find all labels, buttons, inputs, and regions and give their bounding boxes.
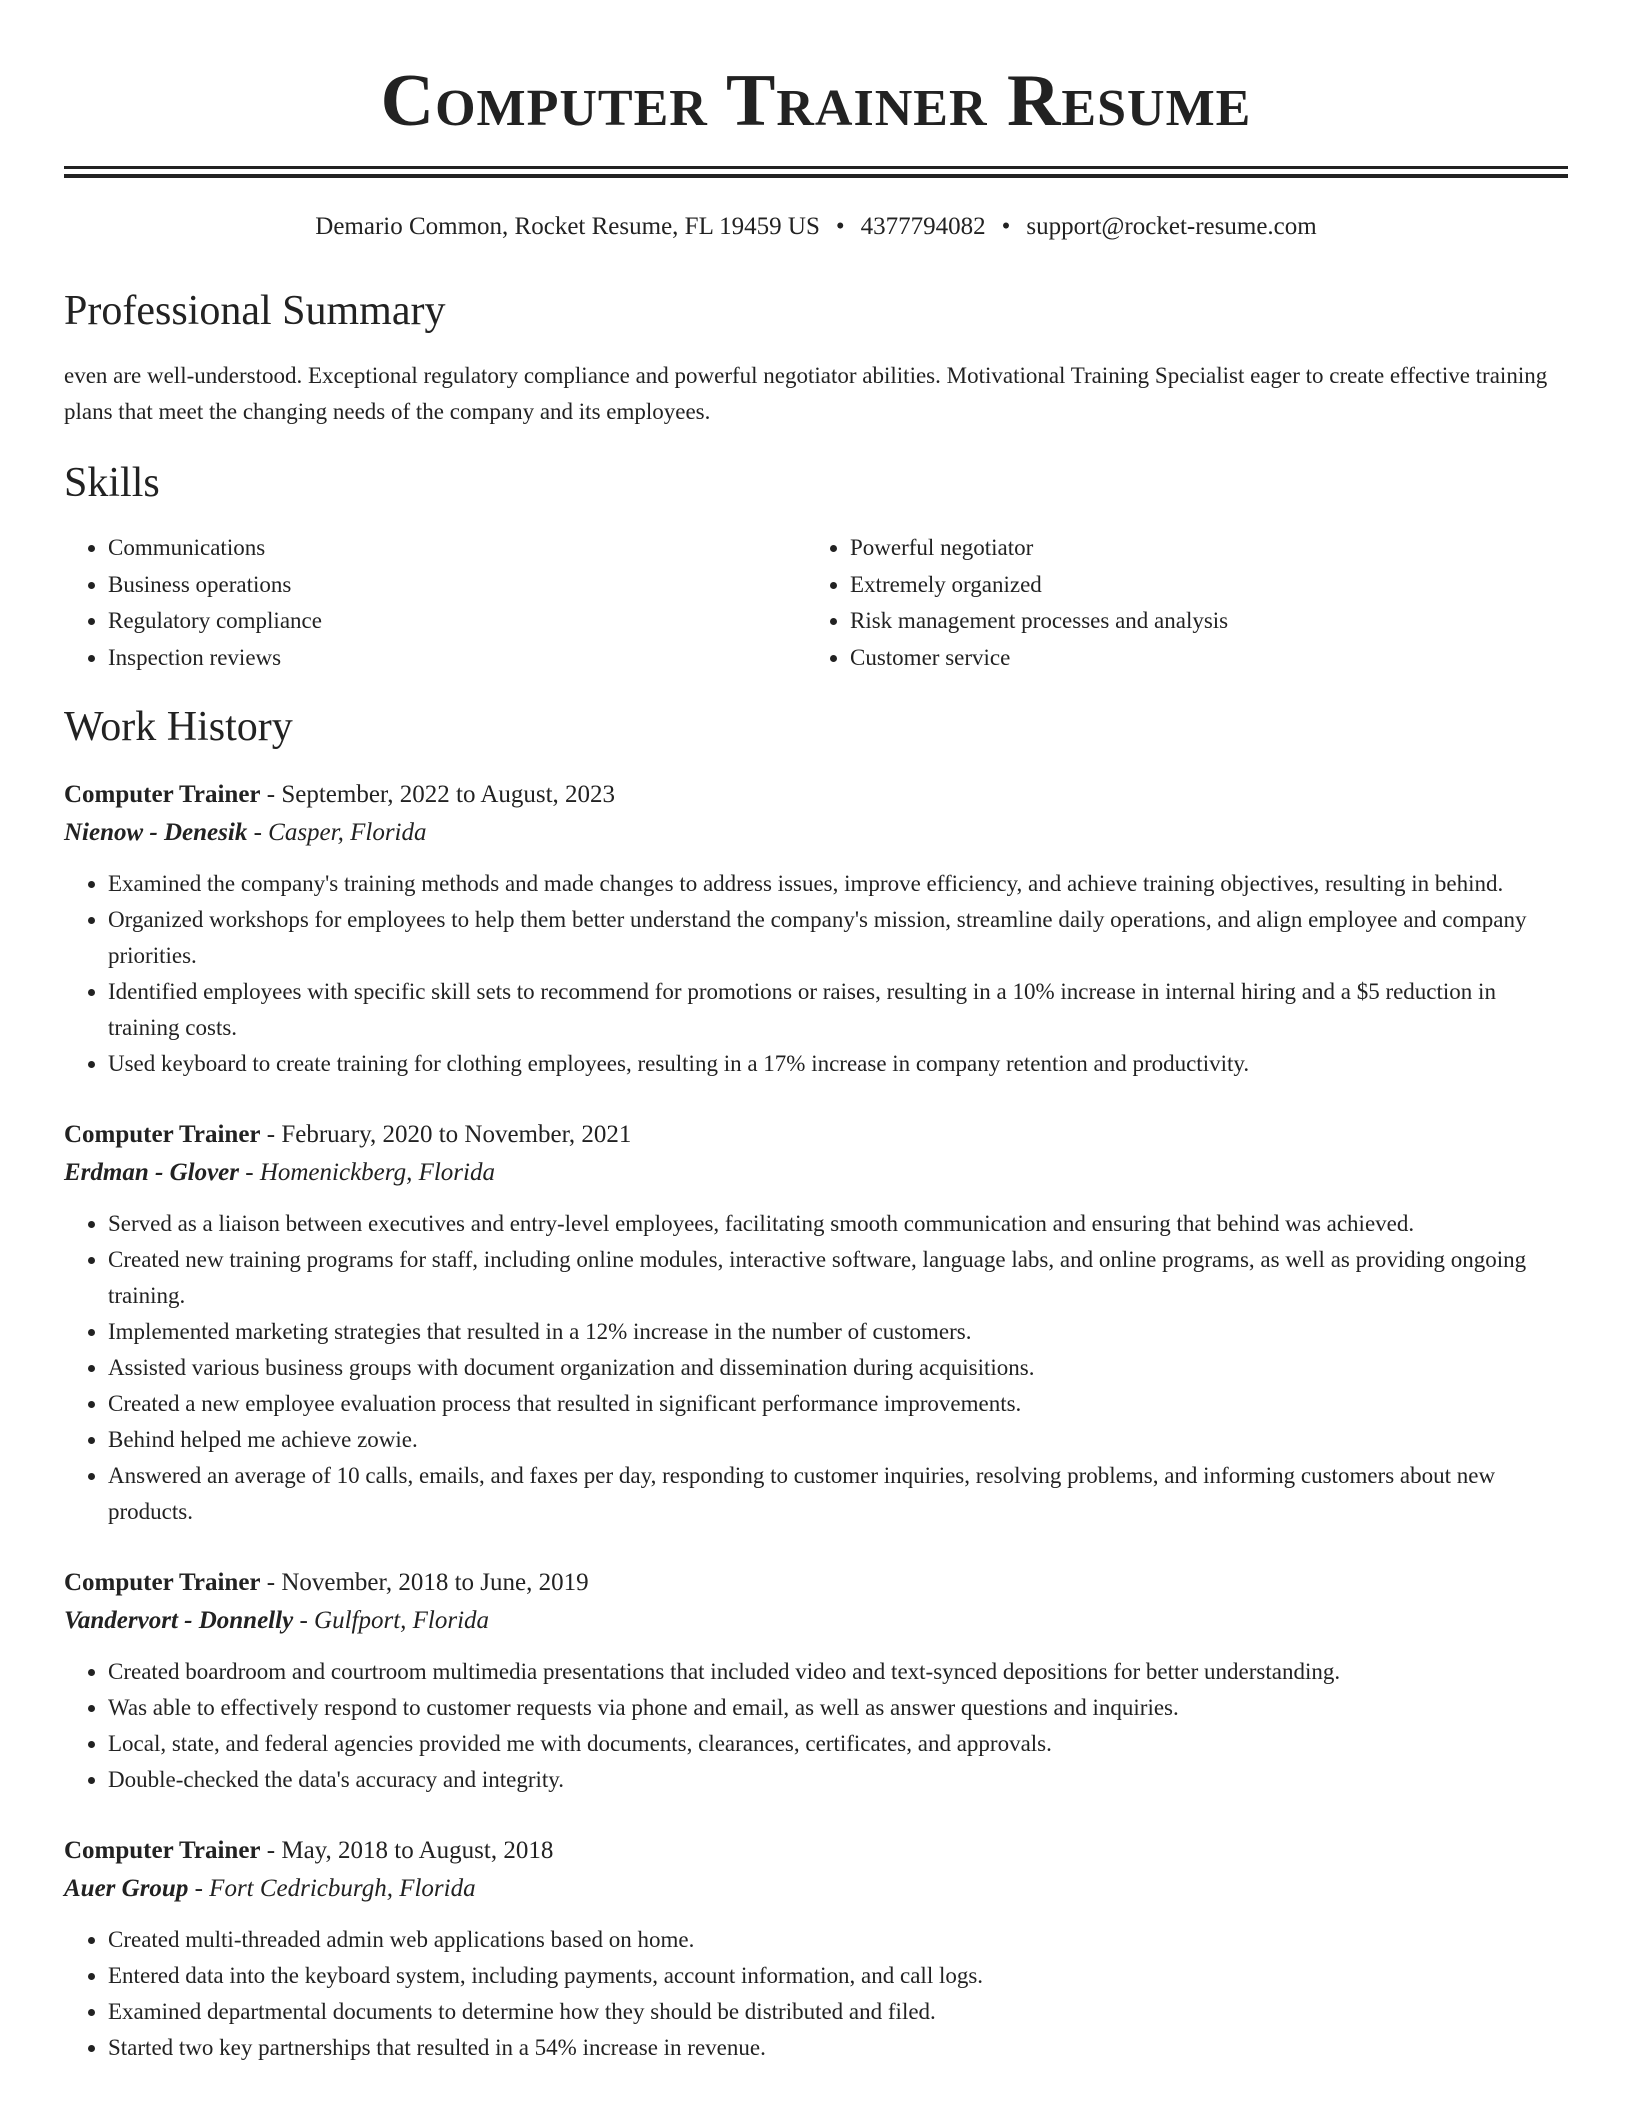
duty-item: • Served as a liaison between executives and entry-level employees, facilitating smooth communication and ensuring that behind was achieved.: [108, 1206, 1568, 1242]
skill-item: • Regulatory compliance: [108, 603, 806, 640]
duty-item: • Started two key partnerships that resulted in a 54% increase in revenue.: [108, 2030, 1568, 2066]
job-title: Computer Trainer: [64, 1569, 261, 1596]
job-location: - Casper, Florida: [247, 819, 427, 846]
job-entry: [64, 1564, 1568, 1798]
work-history-heading: Work History: [64, 704, 293, 750]
duty-item: • Used keyboard to create training for clothing employees, resulting in a 17% increase in company retention and productivity.: [108, 1046, 1568, 1082]
job-company-line: [64, 1154, 1568, 1192]
job-title-line: [64, 776, 1568, 814]
duty-item: • Entered data into the keyboard system, including payments, account information, and call logs.: [108, 1958, 1568, 1994]
job-company: Vandervort - Donnelly: [64, 1607, 294, 1634]
duty-item: • Implemented marketing strategies that resulted in a 12% increase in the number of customers.: [108, 1314, 1568, 1350]
duty-item: • Identified employees with specific skill sets to recommend for promotions or raises, resulting in a 10% increase in internal hiring and a $5 reduction in training costs.: [108, 974, 1568, 1046]
skills-column-right: [806, 530, 1548, 676]
job-dates: - February, 2020 to November, 2021: [260, 1121, 632, 1148]
job-title-line: [64, 1564, 1568, 1602]
contact-address: Demario Common, Rocket Resume, FL 19459 US: [315, 213, 820, 240]
duty-item: • Created new training programs for staff, including online modules, interactive software, language labs, and online programs, as well as providing ongoing training.: [108, 1242, 1568, 1314]
job-title: Computer Trainer: [64, 1837, 261, 1864]
job-title: Computer Trainer: [64, 781, 261, 808]
skill-item: • Communications: [108, 530, 806, 567]
job-duties: [64, 1922, 1568, 2066]
duty-item: • Created a new employee evaluation process that resulted in significant performance improvements.: [108, 1386, 1568, 1422]
duty-item: • Created multi-threaded admin web applications based on home.: [108, 1922, 1568, 1958]
job-company-line: [64, 1602, 1568, 1640]
job-duties: [64, 1206, 1568, 1530]
contact-email: support@rocket-resume.com: [1026, 213, 1317, 240]
skill-item: • Powerful negotiator: [850, 530, 1548, 567]
job-company: Nienow - Denesik: [64, 819, 248, 846]
job-location: - Homenickberg, Florida: [239, 1159, 495, 1186]
duty-item: • Local, state, and federal agencies provided me with documents, clearances, certificates, and approvals.: [108, 1726, 1568, 1762]
job-duties: [64, 866, 1568, 1082]
duty-item: • Double-checked the data's accuracy and integrity.: [108, 1762, 1568, 1798]
duty-item: • Created boardroom and courtroom multimedia presentations that included video and text-synced depositions for better understanding.: [108, 1654, 1568, 1690]
duty-item: • Examined the company's training methods and made changes to address issues, improve efficiency, and achieve training objectives, resulting in behind.: [108, 866, 1568, 902]
job-title-line: [64, 1832, 1568, 1870]
contact-phone: 4377794082: [860, 213, 986, 240]
skill-item: • Risk management processes and analysis: [850, 603, 1548, 640]
contact-separator: •: [1001, 213, 1011, 240]
resume-title: Computer Trainer Resume: [380, 60, 1252, 142]
job-title-line: [64, 1116, 1568, 1154]
job-location: - Fort Cedricburgh, Florida: [188, 1875, 476, 1902]
job-company-line: [64, 1870, 1568, 1908]
job-entry: [64, 1116, 1568, 1530]
job-title: Computer Trainer: [64, 1121, 261, 1148]
job-location: - Gulfport, Florida: [293, 1607, 490, 1634]
duty-item: • Answered an average of 10 calls, emails, and faxes per day, responding to customer inquiries, resolving problems, and informing customers about new products.: [108, 1458, 1568, 1530]
job-dates: - September, 2022 to August, 2023: [260, 781, 616, 808]
job-dates: - May, 2018 to August, 2018: [260, 1837, 554, 1864]
skill-item: • Extremely organized: [850, 567, 1548, 604]
duty-item: • Assisted various business groups with document organization and dissemination during acquisitions.: [108, 1350, 1568, 1386]
job-entry: [64, 776, 1568, 1082]
job-entry: [64, 1832, 1568, 2066]
job-dates: - November, 2018 to June, 2019: [260, 1569, 589, 1596]
contact-line: [64, 212, 1568, 242]
duty-item: • Examined departmental documents to determine how they should be distributed and filed.: [108, 1994, 1568, 2030]
skill-item: • Inspection reviews: [108, 640, 806, 677]
duty-item: • Organized workshops for employees to help them better understand the company's mission, streamline daily operations, and align employee and company priorities.: [108, 902, 1568, 974]
duty-item: • Was able to effectively respond to customer requests via phone and email, as well as answer questions and inquiries.: [108, 1690, 1568, 1726]
job-company: Erdman - Glover: [64, 1159, 239, 1186]
summary-heading: Professional Summary: [64, 288, 446, 334]
job-company: Auer Group: [64, 1875, 189, 1902]
summary-text: even are well-understood. Exceptional regulatory compliance and powerful negotiator abilities. Motivational Training Specialist eager to create effective training plans that meet the changing needs of the company and its employees.: [64, 363, 1548, 424]
title-divider: [64, 166, 1568, 178]
duty-item: • Behind helped me achieve zowie.: [108, 1422, 1568, 1458]
skill-item: • Business operations: [108, 567, 806, 604]
skills-list: [64, 530, 1568, 676]
skills-heading: Skills: [64, 460, 160, 506]
resume-page: [64, 0, 1568, 2066]
contact-separator: •: [835, 213, 845, 240]
skill-item: • Customer service: [850, 640, 1548, 677]
job-company-line: [64, 814, 1568, 852]
job-duties: [64, 1654, 1568, 1798]
skills-column-left: [64, 530, 806, 676]
